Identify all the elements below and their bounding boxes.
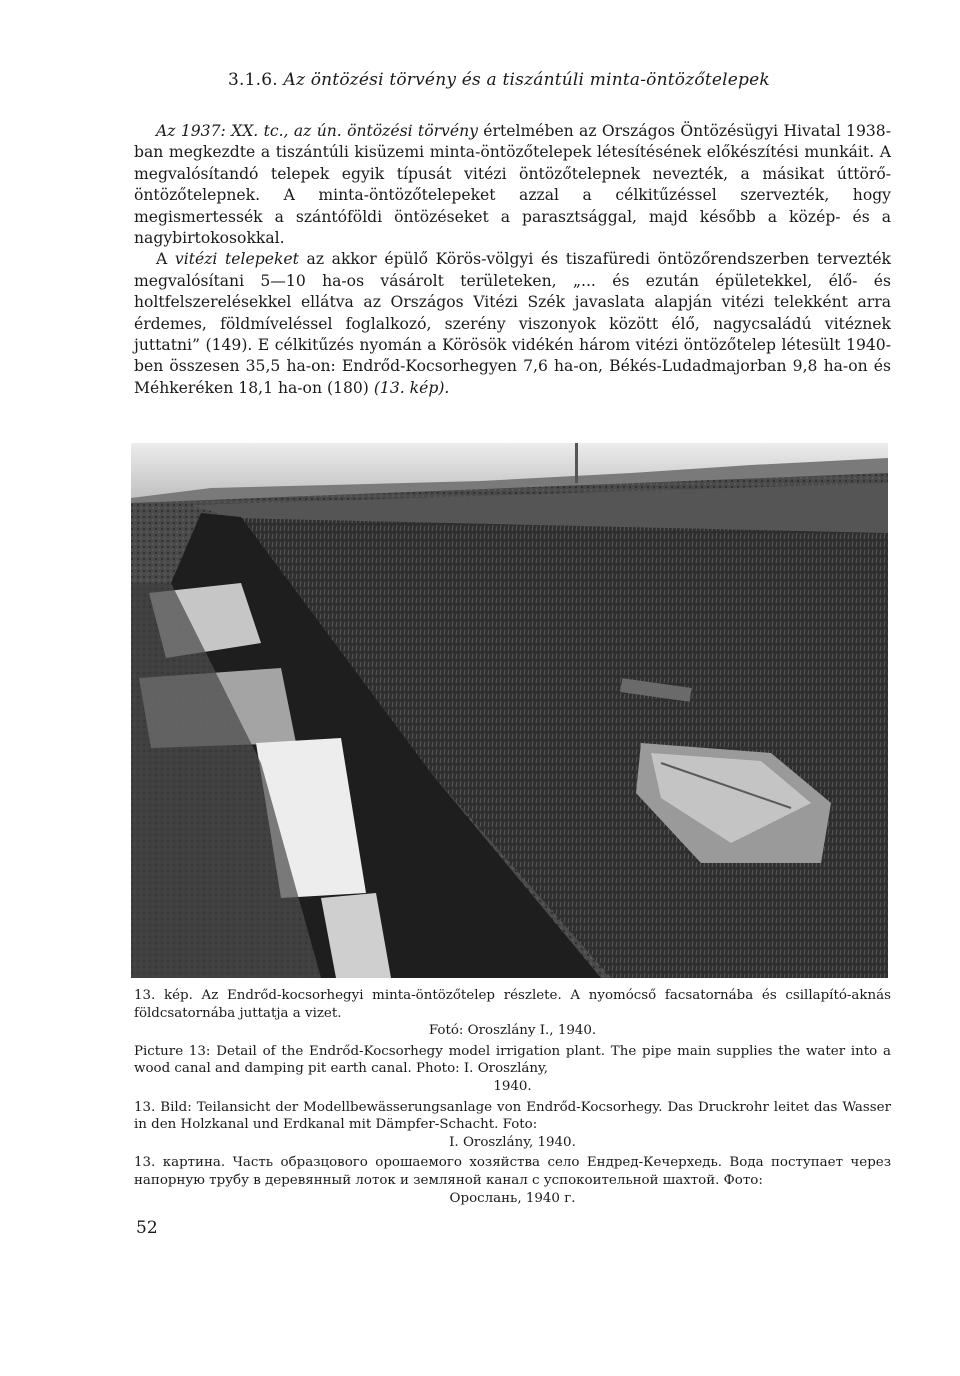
caption-german-credit: I. Oroszlány, 1940. bbox=[449, 1134, 576, 1150]
section-heading bbox=[228, 70, 770, 90]
irrigation-canal-photo bbox=[131, 443, 888, 978]
caption-german bbox=[134, 1099, 891, 1152]
caption-russian-text: 13. картина. Часть образцового орошаемого хозяйства село Ендред-Кечерхедь. Вода поступает через напорную трубу в деревянный лоток и земляной канал с успокоительной шахтой. Фото: bbox=[134, 1155, 891, 1188]
caption-russian-credit: Орослань, 1940 г. bbox=[449, 1190, 576, 1206]
caption-german-text: 13. Bild: Teilansicht der Modellbewässerungsanlage von Endrőd-Kocsorhegy. Das Druckrohr leitet das Wasser in den Holzkanal und Erdkanal mit Dämpfer-Schacht. Foto: bbox=[134, 1099, 891, 1133]
caption-hungarian-text: 13. kép. Az Endrőd-kocsorhegyi minta-öntözőtelep részlete. A nyomócső facsatornába és csillapító-aknás földcsatornába juttatja a vizet. bbox=[134, 988, 891, 1021]
page-number: 52 bbox=[136, 1218, 158, 1238]
section-title: Az öntözési törvény és a tiszántúli minta-öntözőtelepek bbox=[283, 70, 770, 90]
law-reference: Az 1937: XX. tc., az ún. öntözési törvény bbox=[156, 122, 478, 140]
paragraph-2-text: az akkor épülő Körös-völgyi és tiszafüredi öntözőrendszerben tervezték megvalósítani 5—10 ha-os vásárolt területeken, „... és ezután épületekkel, élő- és holtfelszerelésekkel ellátva az Országos Vitézi Szék javaslata alapján vitézi telekként arra érdemes, földmíveléssel foglalkozó, szerény viszonyok között élő, nagycsaládú vitéznek juttatni” (149). E célkitűzés nyomán a Körösök vidékén három vitézi öntözőtelep létesült 1940-ben összesen 35,5 ha-on: Endrőd-Kocsorhegyen 7,6 ha-on, Békés-Ludadmajorban 9,8 ha-on és Méhkeréken 18,1 ha-on (180) bbox=[134, 250, 892, 397]
caption-hungarian bbox=[134, 987, 891, 1040]
figure-reference: (13. kép). bbox=[373, 378, 450, 397]
caption-english bbox=[134, 1043, 891, 1096]
paragraph-2-italic-term: vitézi telepeket bbox=[174, 250, 299, 269]
caption-russian bbox=[134, 1154, 891, 1207]
paragraph-2-start: A bbox=[156, 250, 175, 269]
caption-hungarian-credit: Fotó: Oroszlány I., 1940. bbox=[428, 1023, 597, 1039]
paragraph-2 bbox=[134, 249, 891, 399]
figure-captions bbox=[134, 987, 891, 1210]
photo-illustration bbox=[131, 443, 888, 978]
paragraph-1 bbox=[134, 121, 891, 249]
caption-english-credit: 1940. bbox=[493, 1078, 532, 1094]
body-text bbox=[134, 121, 891, 399]
caption-english-text: Picture 13: Detail of the Endrőd-Kocsorhegy model irrigation plant. The pipe main supplies the water into a wood canal and damping pit earth canal. Photo: I. Oroszlány, bbox=[134, 1043, 891, 1077]
section-number: 3.1.6. bbox=[228, 70, 278, 90]
paragraph-1-text: értelmében az Országos Öntözésügyi Hivatal 1938-ban megkezdte a tiszántúli kisüzemi minta-öntözőtelepek létesítésének előkészítési munkáit. A megvalósítandó telepek egyik típusát vitézi öntözőtelepnek nevezték, a másikat úttörő-öntözőtelepnek. A minta-öntözőtelepeket azzal a célkitűzéssel szervezték, hogy megismertessék a szántóföldi öntözéseket a parasztsággal, majd később a közép- és a nagybirtokosokkal. bbox=[134, 122, 891, 248]
